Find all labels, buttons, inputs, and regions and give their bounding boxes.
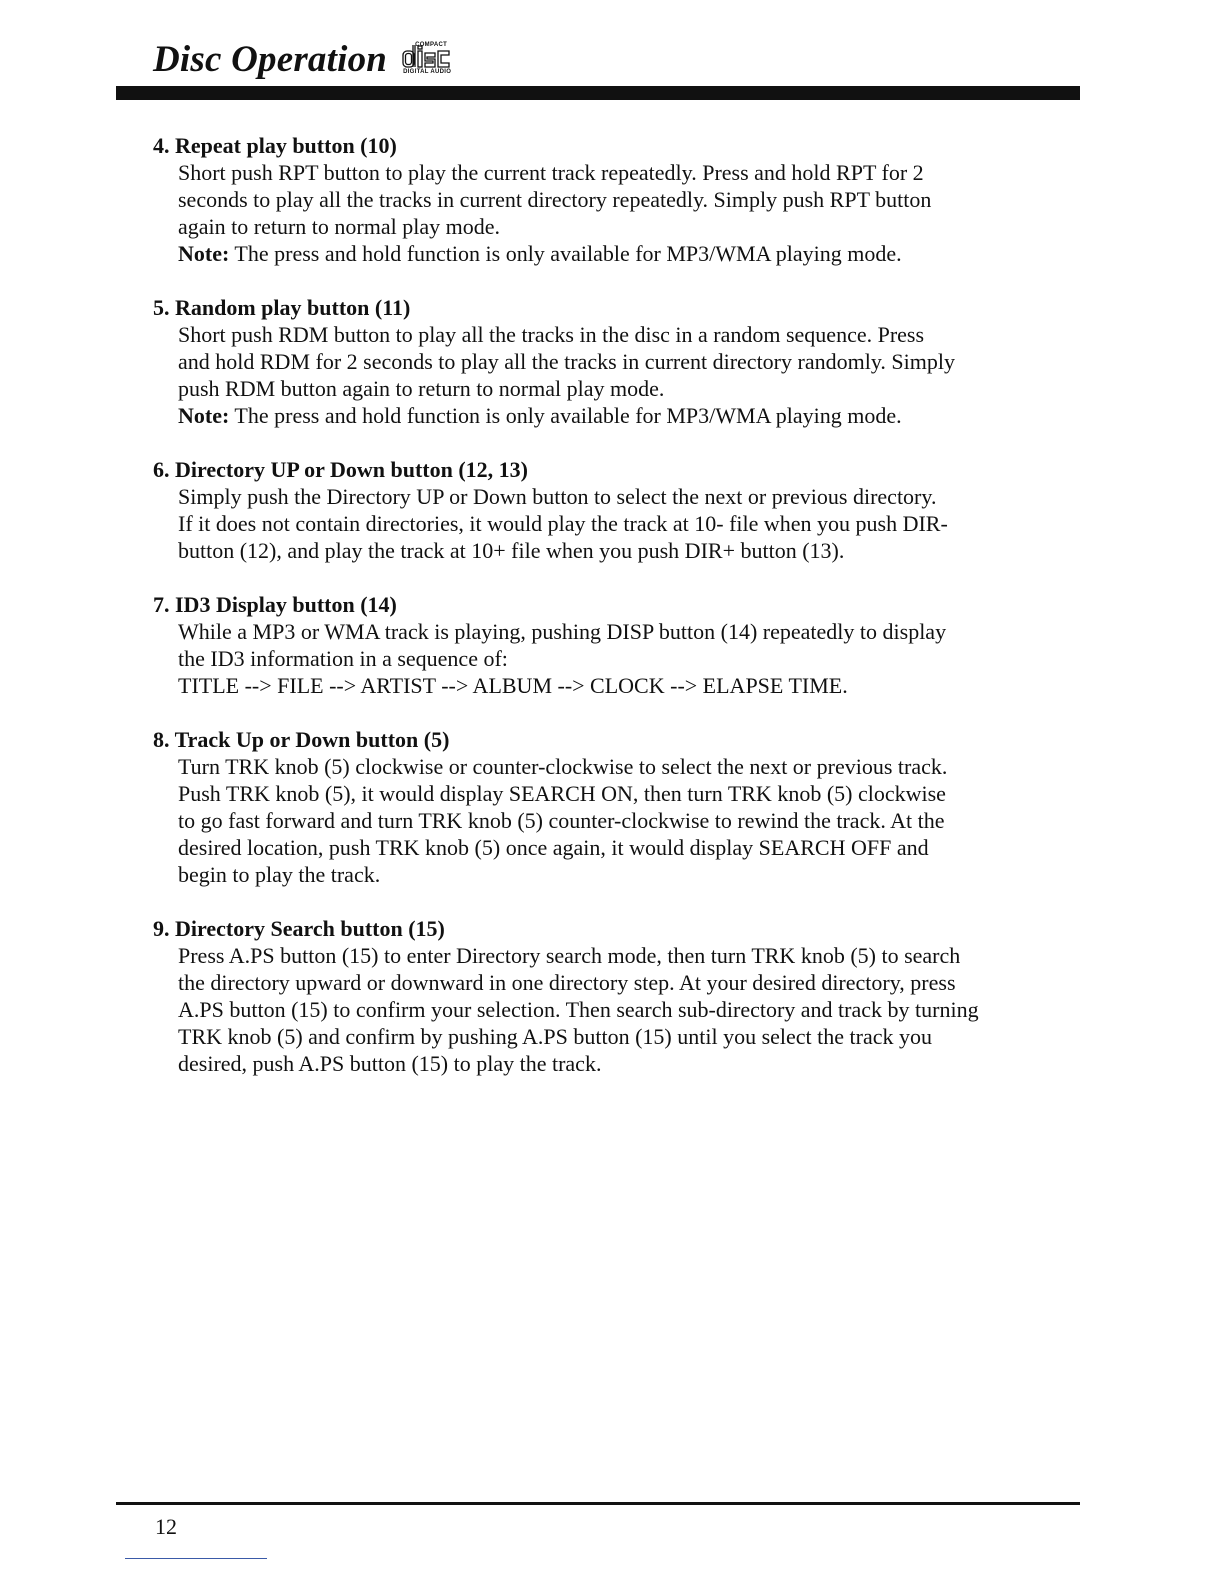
instruction-item-id3-display: [153, 591, 1083, 699]
instruction-body: [153, 483, 1083, 564]
note-line: [178, 402, 1083, 429]
instruction-body: [153, 942, 1083, 1077]
body-line: Push TRK knob (5), it would display SEARCH ON, then turn TRK knob (5) clockwise: [178, 781, 946, 806]
body-line: Short push RDM button to play all the tracks in the disc in a random sequence. Press: [178, 322, 925, 347]
body-line: A.PS button (15) to confirm your selection. Then search sub-directory and track by turning: [178, 997, 979, 1022]
logo-bottom-text: DIGITAL AUDIO: [403, 69, 452, 75]
instruction-item-repeat: [153, 132, 1083, 267]
body-line: TITLE --> FILE --> ARTIST --> ALBUM --> CLOCK --> ELAPSE TIME.: [178, 673, 848, 698]
note-text: The press and hold function is only available for MP3/WMA playing mode.: [229, 403, 902, 428]
instruction-body: [153, 159, 1083, 267]
instructions-list: [153, 132, 1083, 1104]
note-text: The press and hold function is only available for MP3/WMA playing mode.: [229, 241, 902, 266]
instruction-body: [153, 753, 1083, 888]
header-divider: [116, 86, 1080, 100]
footer-divider: [116, 1502, 1080, 1505]
bottom-underline-decoration: [125, 1558, 267, 1559]
instruction-item-directory-up-down: [153, 456, 1083, 564]
body-line: button (12), and play the track at 10+ file when you push DIR+ button (13).: [178, 538, 845, 563]
instruction-title: 9. Directory Search button (15): [153, 916, 445, 941]
instruction-item-random: [153, 294, 1083, 429]
instruction-item-track-up-down: [153, 726, 1083, 888]
body-line: TRK knob (5) and confirm by pushing A.PS button (15) until you select the track you: [178, 1024, 933, 1049]
body-line: Short push RPT button to play the current track repeatedly. Press and hold RPT for 2: [178, 160, 924, 185]
page-header: [153, 34, 461, 82]
note-label: Note:: [178, 403, 230, 428]
instruction-title: 4. Repeat play button (10): [153, 133, 397, 158]
body-line: begin to play the track.: [178, 862, 381, 887]
body-line: Press A.PS button (15) to enter Directory search mode, then turn TRK knob (5) to search: [178, 943, 961, 968]
instruction-title: 5. Random play button (11): [153, 295, 411, 320]
instruction-title: 8. Track Up or Down button (5): [153, 727, 450, 752]
instruction-title: 7. ID3 Display button (14): [153, 592, 397, 617]
compact-disc-logo-icon: [401, 42, 461, 76]
body-line: to go fast forward and turn TRK knob (5) counter-clockwise to rewind the track. At the: [178, 808, 945, 833]
instruction-item-directory-search: [153, 915, 1083, 1077]
body-line: If it does not contain directories, it would play the track at 10- file when you push DIR-: [178, 511, 948, 536]
body-line: push RDM button again to return to normal play mode.: [178, 376, 665, 401]
page-title: Disc Operation: [153, 39, 388, 80]
note-label: Note:: [178, 241, 230, 266]
body-line: the ID3 information in a sequence of:: [178, 646, 508, 671]
body-line: the directory upward or downward in one directory step. At your desired directory, press: [178, 970, 956, 995]
body-line: Turn TRK knob (5) clockwise or counter-clockwise to select the next or previous track.: [178, 754, 948, 779]
body-line: While a MP3 or WMA track is playing, pushing DISP button (14) repeatedly to display: [178, 619, 947, 644]
body-line: desired, push A.PS button (15) to play the track.: [178, 1051, 602, 1076]
page-number: 12: [155, 1514, 177, 1539]
body-line: desired location, push TRK knob (5) once again, it would display SEARCH OFF and: [178, 835, 929, 860]
instruction-body: [153, 321, 1083, 429]
body-line: and hold RDM for 2 seconds to play all the tracks in current directory randomly. Simply: [178, 349, 955, 374]
instruction-body: [153, 618, 1083, 699]
body-line: Simply push the Directory UP or Down button to select the next or previous directory.: [178, 484, 937, 509]
logo-top-text: COMPACT: [415, 42, 448, 48]
body-line: seconds to play all the tracks in current directory repeatedly. Simply push RPT button: [178, 187, 932, 212]
instruction-title: 6. Directory UP or Down button (12, 13): [153, 457, 528, 482]
body-line: again to return to normal play mode.: [178, 214, 500, 239]
note-line: [178, 240, 1083, 267]
